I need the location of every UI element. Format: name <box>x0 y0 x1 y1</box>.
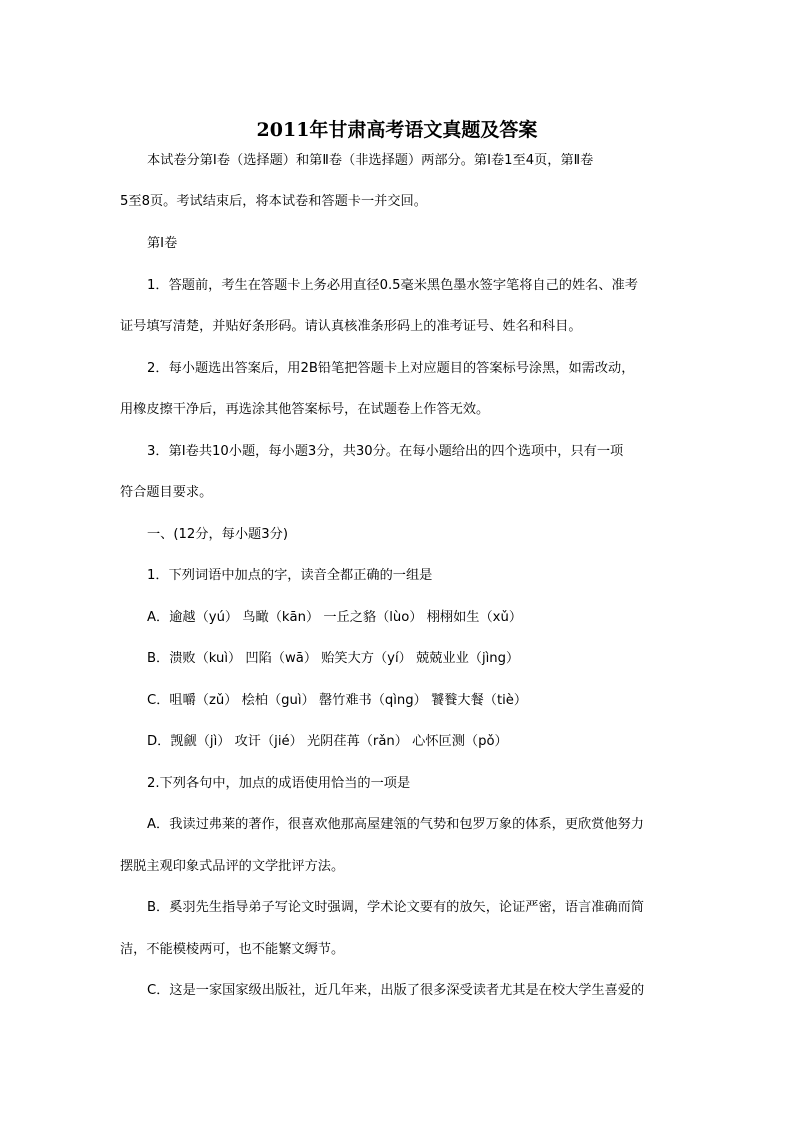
question-1-stem: 1．下列词语中加点的字，读音全都正确的一组是 <box>147 568 433 583</box>
question-1-option-b: B．溃败（kuì） 凹陷（wā） 贻笑大方（yí） 兢兢业业（jìng） <box>147 651 520 666</box>
intro-line-1: 本试卷分第Ⅰ卷（选择题）和第Ⅱ卷（非选择题）两部分。第Ⅰ卷1至4页，第Ⅱ卷 <box>147 153 594 168</box>
note-2-line-2: 用橡皮擦干净后，再选涂其他答案标号，在试题卷上作答无效。 <box>120 402 490 417</box>
note-2-line-1: 2．每小题选出答案后，用2B铅笔把答题卡上对应题目的答案标号涂黑，如需改动， <box>147 361 635 376</box>
question-2-option-a-line-2: 摆脱主观印象式品评的文学批评方法。 <box>120 859 345 874</box>
question-2-option-c-line-1: C．这是一家国家级出版社，近几年来，出版了很多深受读者尤其是在校大学生喜爱的 <box>147 983 645 998</box>
question-2-option-a-line-1: A．我读过弗莱的著作，很喜欢他那高屋建瓴的气势和包罗万象的体系，更欣赏他努力 <box>147 817 644 832</box>
section-heading: 第Ⅰ卷 <box>147 236 178 251</box>
question-2-stem: 2.下列各句中，加点的成语使用恰当的一项是 <box>147 776 411 791</box>
intro-line-2: 5至8页。考试结束后，将本试卷和答题卡一并交回。 <box>120 194 427 209</box>
question-1-option-d: D．觊觎（jì） 攻讦（jié） 光阴荏苒（rǎn） 心怀叵测（pǒ） <box>147 734 508 749</box>
note-3-line-1: 3．第Ⅰ卷共10小题，每小题3分，共30分。在每小题给出的四个选项中，只有一项 <box>147 444 624 459</box>
document-title: 2011年甘肃高考语文真题及答案 <box>256 118 538 141</box>
note-1-line-2: 证号填写清楚，并贴好条形码。请认真核准条形码上的准考证号、姓名和科目。 <box>120 319 582 334</box>
note-1-line-1: 1．答题前，考生在答题卡上务必用直径0.5毫米黑色墨水签字笔将自己的姓名、准考 <box>147 278 638 293</box>
question-2-option-b-line-2: 洁，不能模棱两可，也不能繁文缛节。 <box>120 942 345 957</box>
note-3-line-2: 符合题目要求。 <box>120 485 213 500</box>
part-heading: 一、(12分，每小题3分) <box>147 527 288 542</box>
question-1-option-c: C．咀嚼（zǔ） 桧柏（guì） 罄竹难书（qìng） 饕餮大餐（tiè） <box>147 693 528 708</box>
question-2-option-b-line-1: B．奚羽先生指导弟子写论文时强调，学术论文要有的放矢，论证严密，语言准确而简 <box>147 900 644 915</box>
question-1-option-a: A．逾越（yú） 鸟瞰（kān） 一丘之貉（lùo） 栩栩如生（xǔ） <box>147 610 523 625</box>
